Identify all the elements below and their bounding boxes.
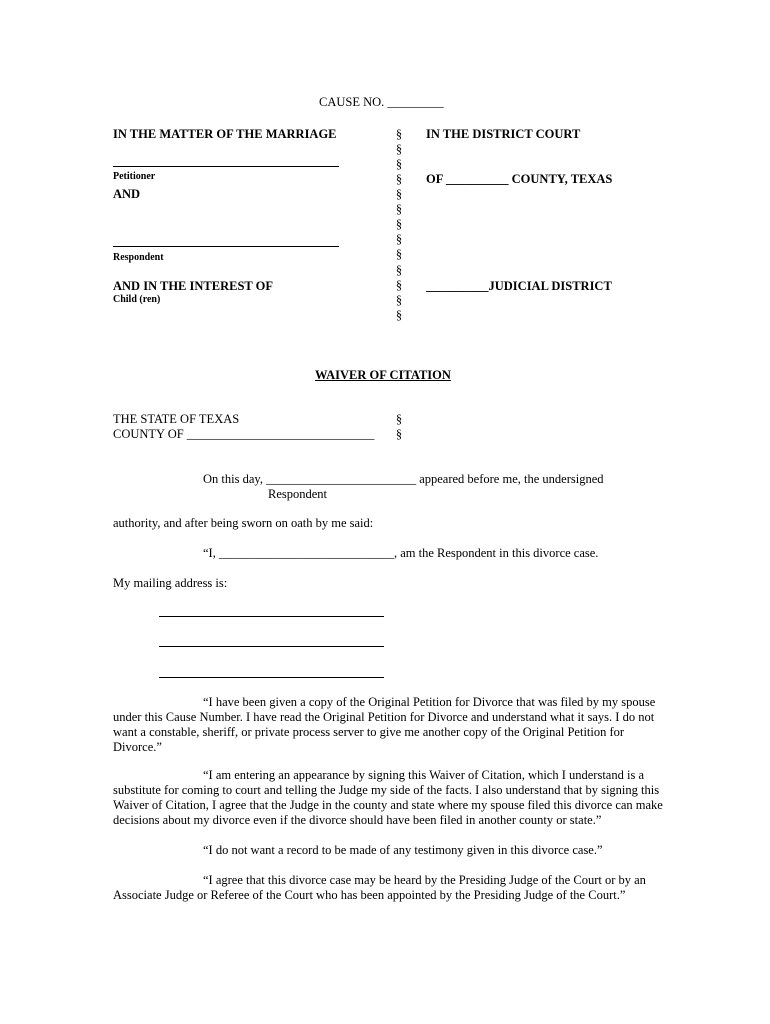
authority-line: authority, and after being sworn on oath by me said:: [113, 516, 374, 530]
section-mark: §: [395, 172, 403, 186]
statement-copy-received: “I have been given a copy of the Original Petition for Divorce that was filed by my spouse under this Cause Number. I have read the Original Petition for Divorce and understand what it says. I do not want a constable, sheriff, or private process server to give me another copy of the Original Petition for Divorce.”: [113, 695, 656, 754]
statement-no-record: “I do not want a record to be made of any testimony given in this divorce case.”: [203, 843, 603, 857]
section-mark: §: [395, 232, 403, 246]
section-mark: §: [395, 308, 403, 322]
section-mark: §: [395, 427, 403, 441]
address-line-2: [159, 646, 384, 647]
respondent-statement: “I, ____________________________, am the Respondent in this divorce case.: [203, 546, 599, 560]
section-mark: §: [395, 202, 403, 216]
respondent-label: Respondent: [113, 252, 164, 263]
section-mark: §: [395, 412, 403, 426]
venue-county: COUNTY OF ______________________________: [113, 427, 375, 441]
section-mark: §: [395, 278, 403, 292]
court-heading: IN THE DISTRICT COURT: [426, 127, 581, 141]
statement-judge: “I agree that this divorce case may be heard by the Presiding Judge of the Court or by an Associate Judge or Referee of the Court who has been appointed by the Presiding Judge of the Court.”: [113, 873, 646, 902]
section-mark: §: [395, 217, 403, 231]
petitioner-line: [113, 166, 339, 167]
petitioner-label: Petitioner: [113, 171, 156, 182]
mailing-address-label: My mailing address is:: [113, 576, 228, 590]
section-mark: §: [395, 247, 403, 261]
appeared-respondent-label: Respondent: [268, 487, 328, 501]
section-mark: §: [395, 127, 403, 141]
statement-appearance: “I am entering an appearance by signing this Waiver of Citation, which I understand is a substitute for coming to court and telling the Judge my side of the facts. I also understand that by signing this Waiver of Citation, I agree that the Judge in the county and state where my spouse filed this divorce can make decisions about my divorce even if the divorce should have been filed in another county or state.”: [113, 768, 663, 827]
appeared-line: On this day, ________________________ appeared before me, the undersigned: [203, 472, 604, 486]
section-mark: §: [395, 293, 403, 307]
address-line-3: [159, 677, 384, 678]
section-mark: §: [395, 142, 403, 156]
cause-number: CAUSE NO. _________: [319, 95, 444, 109]
section-mark: §: [395, 157, 403, 171]
judicial-district: __________JUDICIAL DISTRICT: [426, 279, 612, 293]
section-mark: §: [395, 187, 403, 201]
interest-heading: AND IN THE INTEREST OF: [113, 279, 273, 293]
address-line-1: [159, 616, 384, 617]
children-label: Child (ren): [113, 294, 161, 305]
county-heading: OF __________ COUNTY, TEXAS: [426, 172, 613, 186]
respondent-line: [113, 246, 339, 247]
section-mark: §: [395, 263, 403, 277]
venue-state: THE STATE OF TEXAS: [113, 412, 240, 426]
document-title: WAIVER OF CITATION: [315, 368, 451, 382]
and-label: AND: [113, 187, 141, 201]
matter-heading: IN THE MATTER OF THE MARRIAGE: [113, 127, 337, 141]
